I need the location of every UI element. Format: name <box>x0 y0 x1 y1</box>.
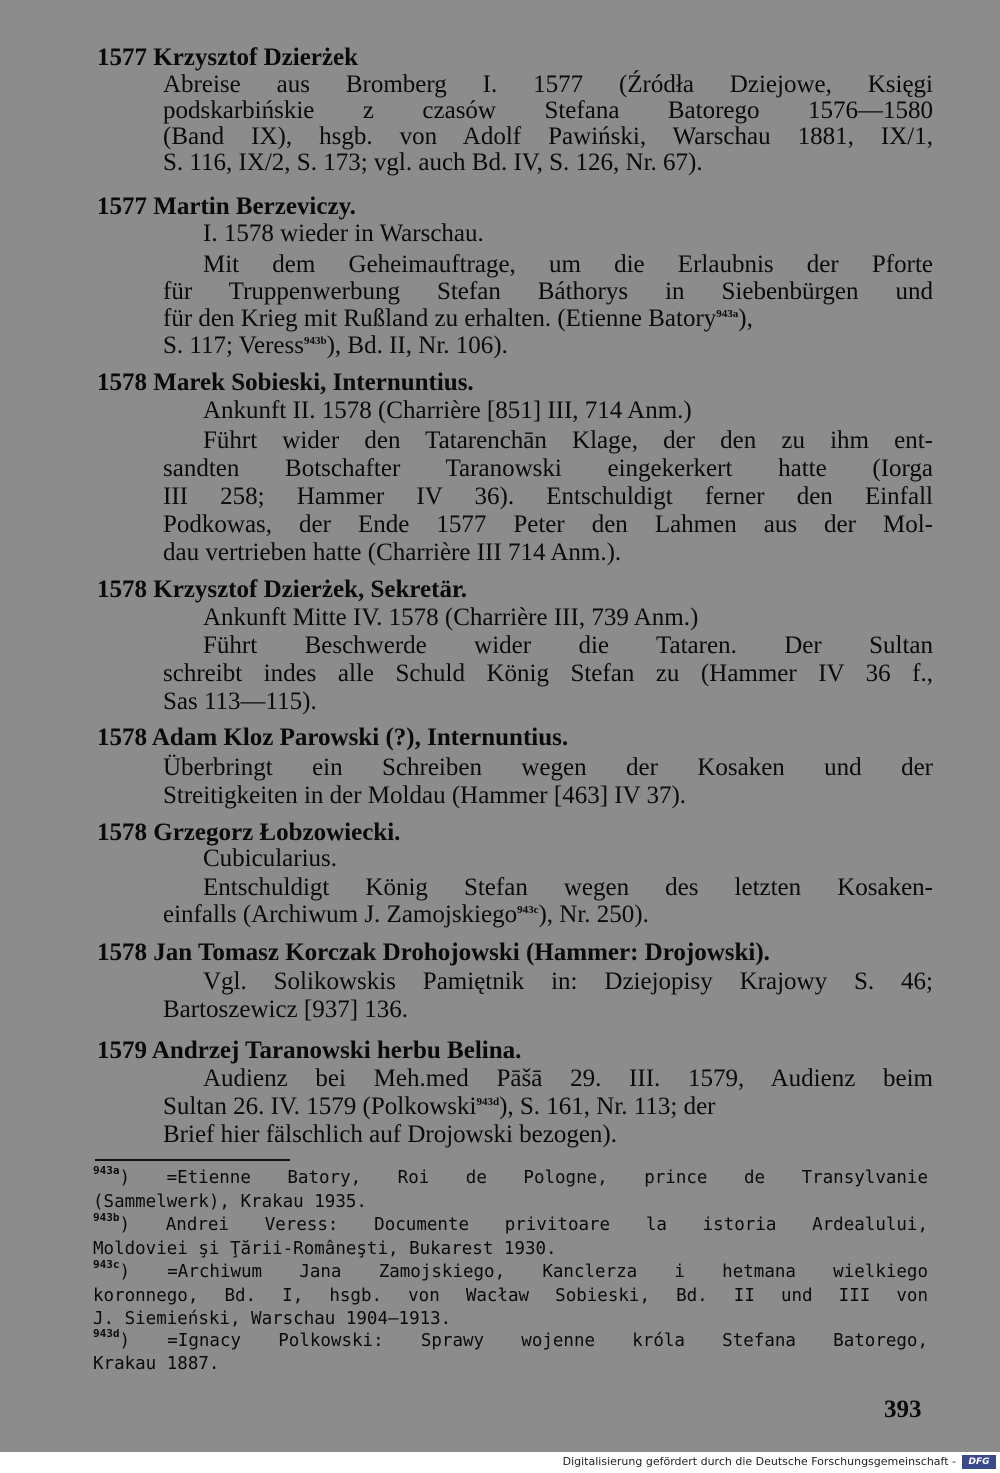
entry-text-line: Führt wider den Tatarenchān Klage, der den zu ihm ent- <box>203 427 933 454</box>
text-run: für den Krieg mit Rußland zu erhalten. (Etienne Batory <box>163 305 717 332</box>
entry-text-line: (Band IX), hsgb. von Adolf Pawiński, Warschau 1881, IX/1, <box>163 123 933 150</box>
entry-text-line <box>163 333 508 359</box>
entry-text-line <box>163 1094 933 1120</box>
footnote-mark: 943d <box>93 1327 120 1340</box>
entry-heading: 1579 Andrzej Taranowski herbu Belina. <box>97 1037 522 1064</box>
footnote-line <box>93 1164 928 1189</box>
entry-text-line: Brief hier fälschlich auf Drojowski bezogen). <box>163 1121 618 1148</box>
footnote-mark: 943a <box>93 1164 120 1177</box>
text-run: Sultan 26. IV. 1579 (Polkowski <box>163 1093 477 1120</box>
entry-text-line: Führt Beschwerde wider die Tataren. Der Sultan <box>203 632 933 659</box>
entry-text-line: Entschuldigt König Stefan wegen des letzten Kosaken- <box>203 874 933 901</box>
entry-text-line: Sas 113—115). <box>163 688 317 715</box>
text-run: ), S. 161, Nr. 113; der <box>499 1093 716 1120</box>
entry-text-line: schreibt indes alle Schuld König Stefan zu (Hammer IV 36 f., <box>163 660 933 687</box>
entry-text-line: Cubicularius. <box>203 845 338 872</box>
footnote-line <box>93 1327 928 1352</box>
entry-text-line: podskarbińskie z czasów Stefana Batorego 1576—1580 <box>163 97 933 124</box>
text-run: ) =Etienne Batory, Roi de Pologne, prince de Transylvanie <box>119 1168 928 1188</box>
entry-text-line: Mit dem Geheimauftrage, um die Erlaubnis der Pforte <box>203 251 933 278</box>
entry-heading: 1578 Jan Tomasz Korczak Drohojowski (Hammer: Drojowski). <box>97 939 770 966</box>
entry-heading: 1578 Krzysztof Dzierżek, Sekretär. <box>97 576 468 603</box>
footnote-mark: 943b <box>93 1211 120 1224</box>
entry-text-line: S. 116, IX/2, S. 173; vgl. auch Bd. IV, S. 126, Nr. 67). <box>163 149 703 176</box>
footnote-line: Krakau 1887. <box>93 1354 220 1374</box>
funding-credit: Digitalisierung gefördert durch die Deutsche Forschungsgemeinschaft - <box>562 1455 956 1468</box>
text-run: einfalls (Archiwum J. Zamojskiego <box>163 901 518 928</box>
entry-heading: 1577 Krzysztof Dzierżek <box>97 44 358 71</box>
text-run: ), <box>738 305 753 332</box>
footnote-line: Moldoviei şi Ţării-Româneşti, Bukarest 1930. <box>93 1239 557 1259</box>
footnote-ref[interactable]: 943b <box>303 335 327 347</box>
text-run: ) Andrei Veress: Documente privitoare la istoria Ardealului, <box>119 1215 928 1235</box>
entry-text-line: Abreise aus Bromberg I. 1577 (Źródła Dziejowe, Księgi <box>163 71 933 98</box>
footnote-line: (Sammelwerk), Krakau 1935. <box>93 1192 367 1212</box>
entry-text-line: Audienz bei Meh.med Pāšā 29. III. 1579, Audienz beim <box>203 1065 933 1092</box>
page-number: 393 <box>884 1396 922 1423</box>
text-run: S. 117; Veress <box>163 332 304 359</box>
entry-heading: 1578 Marek Sobieski, Internuntius. <box>97 369 474 396</box>
text-run: ) =Archiwum Jana Zamojskiego, Kanclerza i hetmana wielkiego <box>119 1262 928 1282</box>
entry-heading: 1578 Grzegorz Łobzowiecki. <box>97 819 401 846</box>
entry-text-line: Streitigkeiten in der Moldau (Hammer [463] IV 37). <box>163 782 687 809</box>
text-run: ), Bd. II, Nr. 106). <box>326 332 508 359</box>
entry-text-line <box>163 902 649 928</box>
text-run: ) =Ignacy Polkowski: Sprawy wojenne króla Stefana Batorego, <box>119 1331 928 1351</box>
entry-text-line: Bartoszewicz [937] 136. <box>163 996 409 1023</box>
footnote-line <box>93 1211 928 1236</box>
footnote-line <box>93 1258 928 1283</box>
entry-heading: 1577 Martin Berzeviczy. <box>97 193 356 220</box>
entry-text-line: sandten Botschafter Taranowski eingekerkert hatte (Iorga <box>163 455 933 482</box>
entry-text-line: Überbringt ein Schreiben wegen der Kosaken und der <box>163 754 933 781</box>
footnote-divider <box>95 1159 290 1161</box>
entry-text-line: III 258; Hammer IV 36). Entschuldigt ferner den Einfall <box>163 483 933 510</box>
text-run: ), Nr. 250). <box>538 901 649 928</box>
entry-text-line: Podkowas, der Ende 1577 Peter den Lahmen aus der Mol- <box>163 511 933 538</box>
entry-heading: 1578 Adam Kloz Parowski (?), Internuntius. <box>97 724 569 751</box>
entry-text-line: I. 1578 wieder in Warschau. <box>203 220 484 247</box>
entry-text-line: Ankunft II. 1578 (Charrière [851] III, 714 Anm.) <box>203 397 692 424</box>
footnote-line: J. Siemieński, Warschau 1904—1913. <box>93 1309 452 1329</box>
entry-text-line <box>163 306 933 332</box>
footnote-ref[interactable]: 943c <box>517 904 539 916</box>
entry-text-line: dau vertrieben hatte (Charrière III 714 Anm.). <box>163 539 622 566</box>
footnote-line: koronnego, Bd. I, hsgb. von Wacław Sobieski, Bd. II und III von <box>93 1286 928 1306</box>
footnote-mark: 943c <box>93 1258 120 1271</box>
entry-text-line: Ankunft Mitte IV. 1578 (Charrière III, 739 Anm.) <box>203 604 699 631</box>
footnote-ref[interactable]: 943a <box>716 308 739 320</box>
entry-text-line: für Truppenwerbung Stefan Báthorys in Siebenbürgen und <box>163 278 933 305</box>
entry-text-line: Vgl. Solikowskis Pamiętnik in: Dziejopisy Krajowy S. 46; <box>203 968 933 995</box>
footnote-ref[interactable]: 943d <box>476 1096 500 1108</box>
dfg-logo[interactable]: DFG <box>962 1455 996 1469</box>
